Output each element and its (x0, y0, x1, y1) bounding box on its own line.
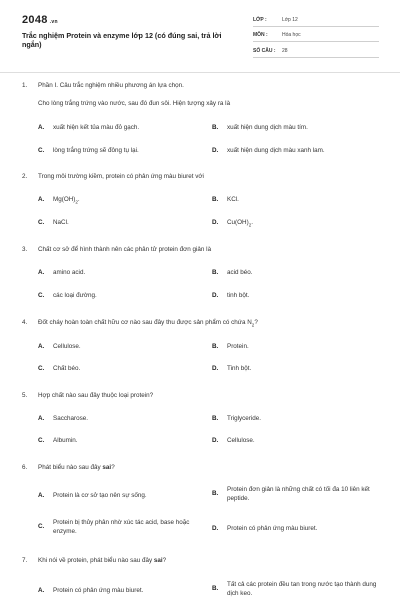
meta-key: LỚP : (253, 16, 267, 23)
meta-row-class (253, 14, 379, 27)
question-number: 2. (22, 173, 28, 180)
option-d[interactable] (212, 437, 255, 446)
option-d[interactable] (212, 147, 325, 156)
question-text: Đốt cháy hoàn toàn chất hữu cơ nào sau đây thu được sản phẩm có chứa $N_2$? (38, 319, 258, 328)
question-5 (22, 392, 380, 400)
option-b[interactable] (212, 581, 378, 598)
question-text: Hợp chất nào sau đây thuộc loại protein? (38, 392, 154, 399)
option-text: tinh bột. (227, 292, 250, 299)
option-letter: A. (38, 196, 45, 203)
option-c[interactable] (38, 365, 80, 374)
question-7 (22, 557, 380, 565)
question-number: 3. (22, 246, 28, 253)
option-letter: C. (38, 523, 45, 530)
logo-text: 2048 (22, 14, 48, 26)
option-letter: C. (38, 437, 45, 444)
meta-row-count (253, 45, 379, 58)
option-a[interactable] (38, 269, 85, 278)
meta-value: Lớp 12 (282, 16, 298, 23)
option-text: Protein là cơ sở tạo nên sự sống. (53, 492, 147, 499)
question-1 (22, 82, 380, 108)
option-text: KCl. (227, 196, 239, 203)
logo-suffix: .vn (49, 19, 58, 25)
option-c[interactable] (38, 219, 69, 228)
option-a[interactable] (38, 492, 203, 501)
option-text: Protein có phản ứng màu biuret. (227, 525, 318, 532)
option-d[interactable] (212, 219, 253, 230)
meta-row-subject (253, 30, 379, 43)
option-a[interactable] (38, 196, 80, 207)
option-d[interactable] (212, 292, 249, 301)
option-text: Protein có phản ứng màu biuret. (53, 587, 144, 594)
option-c[interactable] (38, 147, 139, 156)
option-letter: D. (212, 292, 219, 299)
option-d[interactable] (212, 365, 251, 374)
option-b[interactable] (212, 124, 308, 133)
question-text: Chất cơ sở để hình thành nên các phân tử protein đơn giản là (38, 246, 212, 253)
question-number: 5. (22, 392, 28, 399)
question-text: Khi nói về protein, phát biểu nào sau đây sai? (38, 557, 167, 564)
option-letter: D. (212, 147, 219, 154)
meta-key: MÔN : (253, 32, 268, 39)
question-number: 1. (22, 82, 28, 89)
option-text: xuất hiện dung dịch màu tím. (227, 124, 308, 131)
question-text: Phát biểu nào sau đây sai? (38, 464, 115, 471)
option-a[interactable] (38, 415, 88, 424)
option-letter: B. (212, 124, 219, 131)
question-6 (22, 464, 380, 472)
option-letter: C. (38, 147, 45, 154)
meta-value: 28 (282, 47, 288, 54)
option-text: Cellulose. (227, 437, 255, 444)
option-d[interactable] (212, 525, 378, 534)
option-letter: A. (38, 343, 45, 350)
question-number: 6. (22, 464, 28, 471)
option-text: $Cu(OH)_2$. (227, 219, 253, 228)
option-c[interactable] (38, 519, 208, 536)
option-text: acid béo. (227, 269, 253, 276)
option-text: xuất hiện kết tủa màu đỏ gạch. (53, 124, 140, 131)
option-text: $Mg(OH)_2$. (53, 196, 80, 205)
option-text: Protein. (227, 343, 249, 350)
meta-value: Hóa học (282, 32, 301, 39)
option-letter: B. (212, 585, 219, 592)
question-number: 7. (22, 557, 28, 564)
option-letter: D. (212, 219, 219, 226)
quiz-title: Trắc nghiệm Protein và enzyme lớp 12 (có đúng sai, trả lời ngắn) (22, 31, 222, 49)
option-text: amino acid. (53, 269, 86, 276)
option-text: xuất hiện dung dịch màu xanh lam. (227, 147, 325, 154)
option-text: lòng trắng trứng sẽ đông tụ lại. (53, 147, 139, 154)
option-b[interactable] (212, 343, 249, 352)
option-text: Albumin. (53, 437, 78, 444)
question-intro: Cho lòng trắng trứng vào nước, sau đó đun sôi. Hiện tượng xảy ra là (38, 100, 231, 107)
option-letter: D. (212, 365, 219, 372)
option-text: Triglyceride. (227, 415, 262, 422)
question-text: Trong môi trường kiềm, protein có phản ứng màu biuret với (38, 173, 204, 180)
question-2 (22, 173, 380, 181)
quiz-meta (253, 14, 379, 61)
option-letter: C. (38, 219, 45, 226)
meta-key: SỐ CÂU : (253, 47, 276, 54)
option-letter: A. (38, 269, 45, 276)
option-letter: A. (38, 587, 45, 594)
option-text: Cellulose. (53, 343, 81, 350)
option-text: các loại đường. (53, 292, 97, 299)
option-text: NaCl. (53, 219, 69, 226)
option-letter: A. (38, 124, 45, 131)
question-number: 4. (22, 319, 28, 326)
question-3 (22, 246, 380, 254)
option-text: Protein bị thủy phân nhờ xúc tác acid, base hoặc enzyme. (53, 519, 190, 535)
option-letter: B. (212, 269, 219, 276)
option-letter: B. (212, 490, 219, 497)
option-letter: B. (212, 196, 219, 203)
question-4 (22, 319, 380, 329)
question-text: Phần I. Câu trắc nghiệm nhiều phương án lựa chọn. (38, 82, 184, 89)
option-letter: A. (38, 415, 45, 422)
option-b[interactable] (212, 269, 253, 278)
option-b[interactable] (212, 415, 261, 424)
option-text: Chất béo. (53, 365, 81, 372)
option-letter: D. (212, 525, 219, 532)
option-letter: A. (38, 492, 45, 499)
option-c[interactable] (38, 292, 97, 301)
option-text: Saccharose. (53, 415, 89, 422)
option-text: Tất cả các protein đều tan trong nước tạo thành dung dịch keo. (227, 581, 377, 597)
option-letter: D. (212, 437, 219, 444)
option-a[interactable] (38, 124, 139, 133)
option-letter: B. (212, 415, 219, 422)
option-c[interactable] (38, 437, 78, 446)
option-letter: C. (38, 365, 45, 372)
option-letter: B. (212, 343, 219, 350)
option-text: Protein đơn giản là những chất có tối đa 10 liên kết peptide. (227, 486, 370, 502)
option-b[interactable] (212, 196, 239, 205)
option-text: Tinh bột. (227, 365, 252, 372)
option-letter: C. (38, 292, 45, 299)
header-divider (0, 72, 400, 73)
option-b[interactable] (212, 486, 378, 503)
option-a[interactable] (38, 343, 81, 352)
option-a[interactable] (38, 587, 203, 596)
